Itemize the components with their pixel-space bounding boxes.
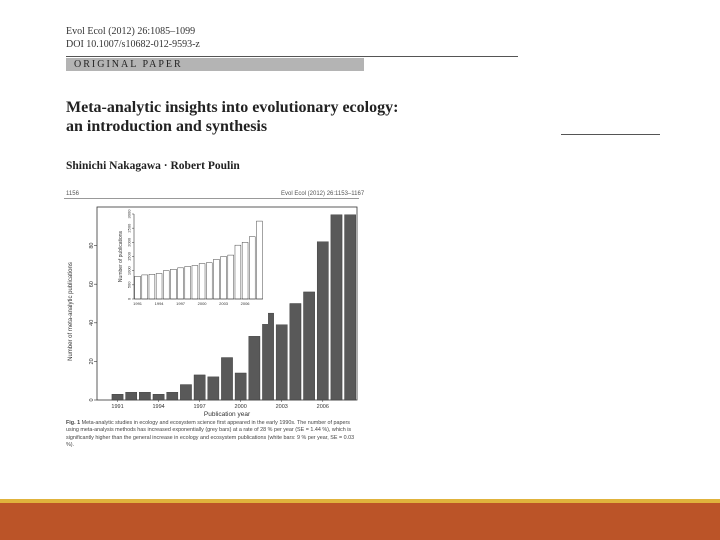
page-citation: Evol Ecol (2012) 26:1153–1167 (281, 191, 365, 197)
main-bar (303, 292, 314, 400)
caption-text: Meta-analytic studies in ecology and ecosystem science first appeared in the early 1990s. The number of papers using meta-analysis methods has increased exponentially (grey bars) at a rate of 28 % per year (SE = 1.44 %), which is significantly higher than the general increase in ecology and ecosystem publications (white bars: 9 % per year, SE = 0.03 %). (66, 420, 355, 449)
main-x-tick-label: 1991 (111, 404, 124, 410)
inset-bar (242, 242, 248, 299)
figure-1-chart (60, 200, 365, 418)
inset-y-tick-label: 1000 (126, 266, 132, 276)
inset-bar (135, 276, 141, 299)
inset-bar (206, 263, 212, 299)
main-y-tick-label: 80 (89, 242, 95, 249)
inset-y-axis-label: Number of publications (118, 230, 124, 283)
main-bar (126, 392, 137, 400)
inset-x-tick-label: 1997 (176, 301, 186, 306)
inset-bar (142, 275, 148, 299)
main-bar (153, 394, 164, 400)
main-bar (221, 358, 232, 400)
inset-y-tick-label: 3000 (126, 209, 132, 219)
inset-x-tick-label: 2006 (240, 301, 250, 306)
inset-bar (199, 264, 205, 299)
main-y-tick-label: 40 (89, 319, 95, 326)
paper-title (66, 98, 486, 136)
inset-bar (178, 268, 184, 299)
main-y-tick-label: 20 (89, 358, 95, 365)
footer-bar (0, 503, 720, 540)
main-y-tick-label: 0 (89, 398, 95, 402)
inset-bar (221, 257, 227, 300)
inset-x-tick-label: 1991 (133, 301, 143, 306)
main-bar (208, 377, 219, 400)
side-rule (561, 134, 660, 135)
main-bar (180, 385, 191, 400)
paper-type-banner: ORIGINAL PAPER (66, 58, 364, 71)
figure-caption (66, 420, 362, 450)
inset-x-tick-label: 2003 (219, 301, 229, 306)
header-rule (66, 56, 518, 57)
main-x-tick-label: 2000 (234, 404, 247, 410)
main-bar (167, 392, 178, 400)
journal-volume: Evol Ecol (2012) 26:1085–1099 (66, 26, 196, 37)
page-rule (64, 198, 359, 199)
main-bar (345, 215, 356, 400)
author-list: Shinichi Nakagawa · Robert Poulin (66, 160, 240, 172)
inset-y-tick-label: 0 (126, 297, 132, 301)
inset-bar (163, 271, 169, 299)
journal-doi: DOI 10.1007/s10682-012-9593-z (66, 39, 200, 50)
main-x-tick-label: 1994 (152, 404, 165, 410)
main-bar (112, 394, 123, 400)
page-number: 1156 (66, 191, 79, 197)
main-x-tick-label: 2003 (275, 404, 288, 410)
main-y-tick-label: 60 (89, 281, 95, 288)
main-bar (235, 373, 246, 400)
inset-y-tick-label: 2000 (126, 237, 132, 247)
inset-bar (192, 266, 198, 299)
main-bar (249, 336, 260, 400)
inset-bar (185, 266, 191, 299)
main-x-tick-label: 2006 (316, 404, 329, 410)
caption-label: Fig. 1 (66, 420, 81, 426)
title-line-1: Meta-analytic insights into evolutionary ecology: (66, 99, 399, 116)
main-x-tick-label: 1997 (193, 404, 206, 410)
inset-bar (235, 245, 241, 299)
title-line-2: an introduction and synthesis (66, 118, 268, 135)
main-y-axis-label: Number of meta-analytic publications (68, 262, 74, 361)
inset-bar (249, 237, 255, 299)
inset-x-tick-label: 1994 (154, 301, 164, 306)
inset-y-tick-label: 1500 (126, 252, 132, 261)
journal-citation (66, 25, 200, 51)
inset-bar (170, 269, 176, 299)
inset-bar (228, 255, 234, 299)
inset-bar (156, 274, 162, 300)
inset-bar (213, 259, 219, 299)
inset-bar (256, 221, 262, 299)
main-x-axis-label: Publication year (203, 411, 251, 418)
inset-y-tick-label: 2500 (126, 223, 132, 233)
inset-bar (149, 274, 155, 299)
main-bar (290, 304, 301, 401)
main-bar (317, 242, 328, 400)
main-bar (276, 325, 287, 400)
main-bar (262, 313, 273, 400)
main-bar (139, 392, 150, 400)
main-bar (194, 375, 205, 400)
inset-x-tick-label: 2000 (197, 301, 207, 306)
main-bar (331, 215, 342, 400)
inset-y-tick-label: 500 (126, 281, 132, 289)
